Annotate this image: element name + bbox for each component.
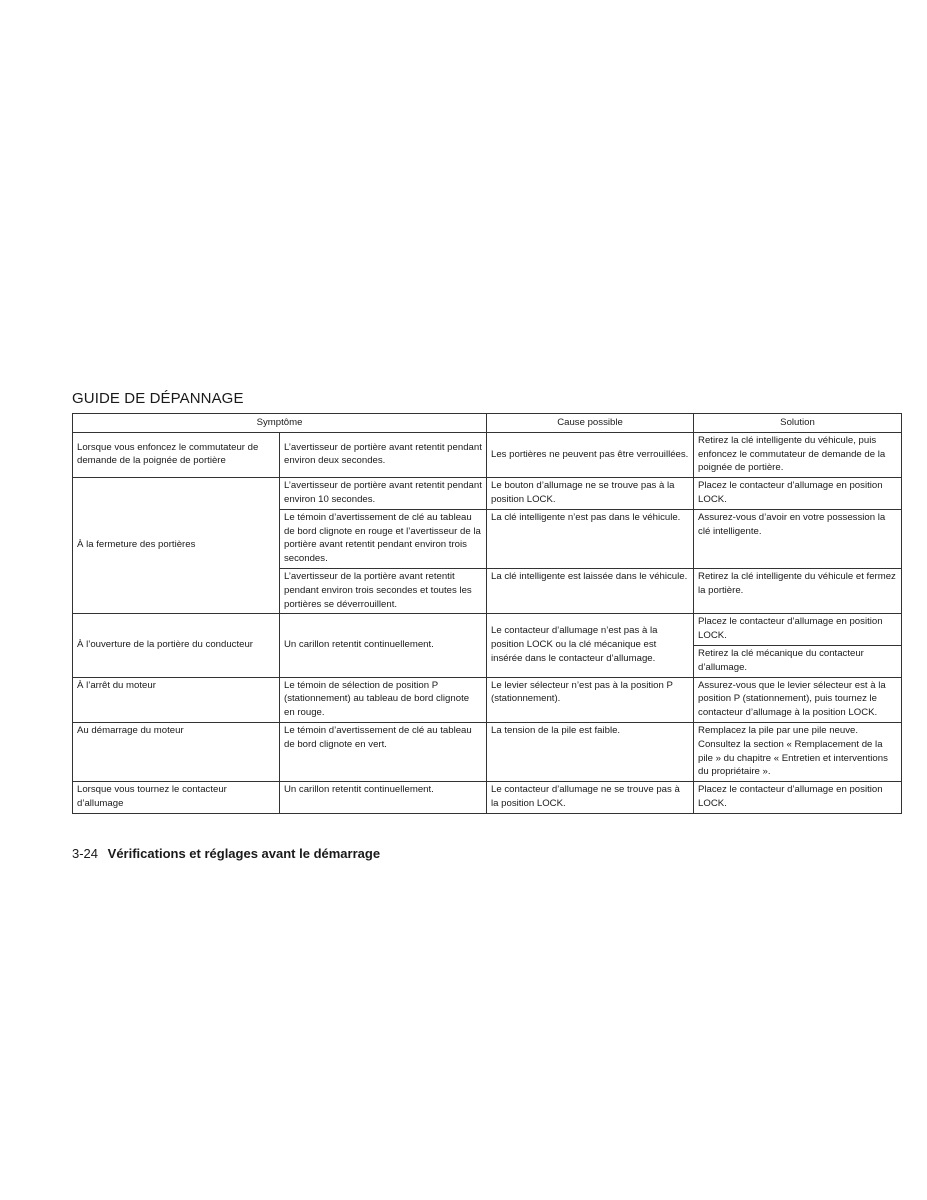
cause-cell: Le contacteur d’allumage ne se trouve pas à la position LOCK. <box>487 782 694 814</box>
cause-cell: Le levier sélecteur n’est pas à la position P (stationnement). <box>487 677 694 722</box>
solution-cell: Retirez la clé intelligente du véhicule et fermez la portière. <box>694 568 902 613</box>
solution-cell: Placez le contacteur d’allumage en position LOCK. <box>694 478 902 510</box>
solution-cell: Retirez la clé intelligente du véhicule, puis enfoncez le commutateur de demande de la poignée de portière. <box>694 432 902 477</box>
symptom-context-cell: À la fermeture des portières <box>73 478 280 614</box>
symptom-context-cell: À l’arrêt du moteur <box>73 677 280 722</box>
symptom-detail-cell: L’avertisseur de la portière avant retentit pendant environ trois secondes et toutes les portières se déverrouillent. <box>280 568 487 613</box>
chapter-title: Vérifications et réglages avant le démarrage <box>107 846 381 861</box>
cause-cell: Le contacteur d’allumage n’est pas à la position LOCK ou la clé mécanique est insérée dans le contacteur d’allumage. <box>487 614 694 677</box>
symptom-detail-cell: Le témoin d’avertissement de clé au tableau de bord clignote en rouge et l’avertisseur de la portière avant retentit pendant environ trois secondes. <box>280 509 487 568</box>
solution-cell: Remplacez la pile par une pile neuve. Consultez la section « Remplacement de la pile » du chapitre « Entretien et interventions du propriétaire ». <box>694 722 902 781</box>
symptom-detail-cell: Le témoin d’avertissement de clé au tableau de bord clignote en vert. <box>280 722 487 781</box>
solution-cell: Placez le contacteur d’allumage en position LOCK. <box>694 782 902 814</box>
table-row <box>73 614 902 646</box>
header-solution: Solution <box>694 414 902 433</box>
page-footer <box>72 846 380 861</box>
symptom-detail-cell: Le témoin de sélection de position P (stationnement) au tableau de bord clignote en rouge. <box>280 677 487 722</box>
symptom-detail-cell: L’avertisseur de portière avant retentit pendant environ deux secondes. <box>280 432 487 477</box>
symptom-detail-cell: Un carillon retentit continuellement. <box>280 614 487 677</box>
table-row <box>73 677 902 722</box>
symptom-context-cell: Lorsque vous tournez le contacteur d’allumage <box>73 782 280 814</box>
header-symptom: Symptôme <box>73 414 487 433</box>
symptom-detail-cell: L’avertisseur de portière avant retentit pendant environ 10 secondes. <box>280 478 487 510</box>
table-row <box>73 432 902 477</box>
cause-cell: Les portières ne peuvent pas être verrouillées. <box>487 432 694 477</box>
cause-cell: La tension de la pile est faible. <box>487 722 694 781</box>
troubleshooting-table <box>72 413 902 814</box>
symptom-context-cell: Lorsque vous enfoncez le commutateur de demande de la poignée de portière <box>73 432 280 477</box>
solution-cell: Retirez la clé mécanique du contacteur d’allumage. <box>694 645 902 677</box>
symptom-context-cell: Au démarrage du moteur <box>73 722 280 781</box>
symptom-context-cell: À l’ouverture de la portière du conducteur <box>73 614 280 677</box>
cause-cell: La clé intelligente n’est pas dans le véhicule. <box>487 509 694 568</box>
solution-cell: Placez le contacteur d’allumage en position LOCK. <box>694 614 902 646</box>
section-title: GUIDE DE DÉPANNAGE <box>72 390 244 407</box>
table-header-row <box>73 414 902 433</box>
table-row <box>73 478 902 510</box>
solution-cell: Assurez-vous d’avoir en votre possession la clé intelligente. <box>694 509 902 568</box>
header-cause: Cause possible <box>487 414 694 433</box>
solution-cell: Assurez-vous que le levier sélecteur est à la position P (stationnement), puis tournez le contacteur d’allumage à la position LOCK. <box>694 677 902 722</box>
symptom-detail-cell: Un carillon retentit continuellement. <box>280 782 487 814</box>
page-number: 3-24 <box>72 846 99 861</box>
cause-cell: La clé intelligente est laissée dans le véhicule. <box>487 568 694 613</box>
table-row <box>73 722 902 781</box>
cause-cell: Le bouton d’allumage ne se trouve pas à la position LOCK. <box>487 478 694 510</box>
table-row <box>73 782 902 814</box>
